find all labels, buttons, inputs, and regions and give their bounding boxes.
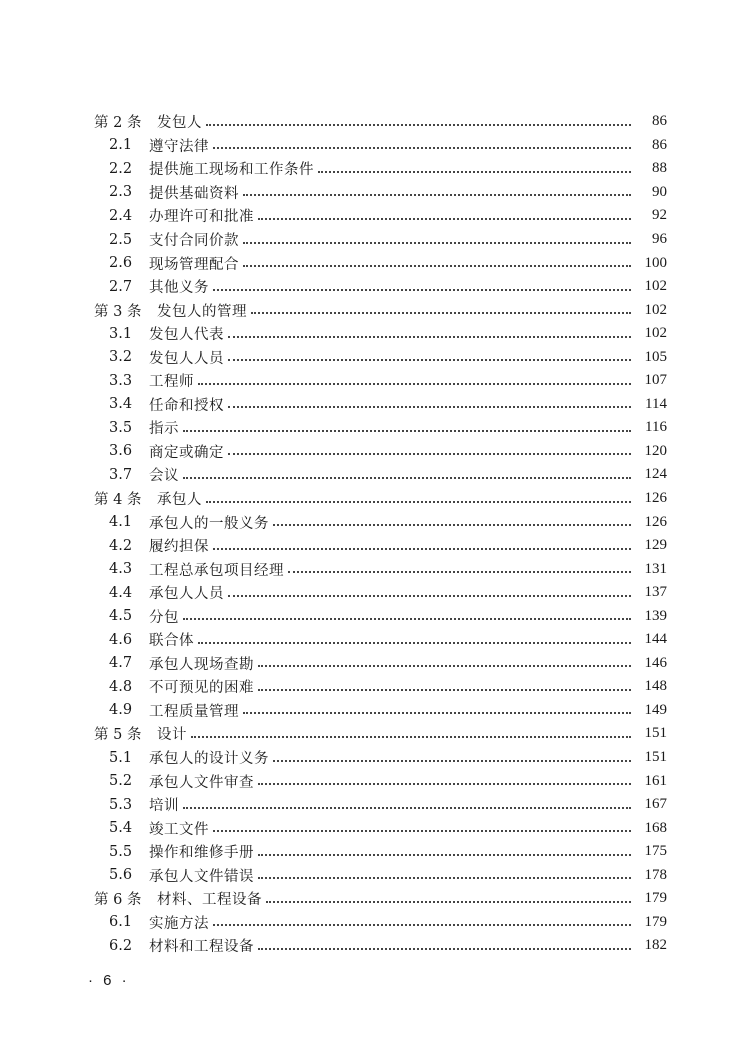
page-number-footer: · 6 · (88, 972, 130, 989)
entry-number: 4.7 (109, 655, 133, 672)
toc-section-entry (0, 864, 750, 888)
entry-title: 设计 (157, 727, 187, 744)
entry-number: 3.1 (109, 325, 133, 342)
dot-leader (258, 934, 631, 950)
entry-page-number: 144 (644, 631, 667, 648)
entry-page-number: 96 (652, 231, 667, 247)
dot-leader (228, 345, 631, 361)
entry-title: 承包人人员 (149, 586, 224, 603)
dot-leader (258, 769, 631, 785)
toc-section-entry (0, 604, 750, 628)
entry-page-number: 151 (644, 725, 667, 742)
entry-page-number: 126 (644, 490, 667, 507)
entry-title: 工程质量管理 (149, 703, 239, 720)
entry-number: 4.9 (109, 702, 133, 719)
entry-number: 2.1 (109, 137, 133, 154)
toc-chapter-entry (0, 298, 750, 322)
entry-number: 3.3 (109, 372, 133, 389)
entry-page-number: 146 (644, 654, 667, 671)
toc-section-entry (0, 181, 750, 205)
toc-section-entry (0, 204, 750, 228)
toc-section-entry (0, 322, 750, 346)
dot-leader (228, 322, 631, 338)
dot-leader (243, 228, 631, 244)
entry-title: 承包人的一般义务 (149, 515, 269, 532)
entry-number: 4.5 (109, 608, 133, 625)
dot-leader (243, 251, 631, 267)
entry-number: 5.3 (109, 796, 133, 813)
entry-page-number: 92 (652, 207, 667, 224)
toc-section-entry (0, 440, 750, 464)
entry-number: 3.6 (109, 443, 133, 460)
entry-number: 3.4 (109, 396, 133, 413)
dot-leader (183, 463, 631, 479)
dot-leader (183, 416, 631, 432)
entry-number: 3.2 (109, 349, 133, 366)
entry-title: 承包人 (157, 492, 202, 509)
toc-section-entry (0, 134, 750, 158)
entry-number: 5.6 (109, 867, 133, 884)
entry-page-number: 116 (645, 419, 667, 436)
entry-page-number: 178 (644, 866, 667, 883)
entry-title: 提供基础资料 (149, 185, 239, 202)
entry-page-number: 105 (644, 348, 667, 365)
entry-page-number: 139 (644, 607, 667, 624)
entry-number: 第 2 条 (94, 115, 142, 132)
toc-section-entry (0, 793, 750, 817)
dot-leader (183, 793, 631, 809)
entry-page-number: 124 (644, 466, 667, 483)
entry-title: 现场管理配合 (149, 256, 239, 273)
toc-section-entry (0, 275, 750, 299)
toc-section-entry (0, 393, 750, 417)
entry-title: 支付合同价款 (149, 233, 239, 249)
entry-title: 联合体 (149, 633, 194, 650)
entry-number: 6.2 (109, 937, 133, 954)
entry-title: 承包人文件错误 (149, 868, 254, 885)
entry-title: 发包人人员 (149, 350, 224, 367)
toc-section-entry (0, 746, 750, 770)
entry-title: 履约担保 (149, 539, 209, 556)
dot-leader (213, 910, 631, 926)
toc-section-entry (0, 228, 750, 252)
toc-section-entry (0, 699, 750, 723)
entry-title: 商定或确定 (149, 444, 224, 461)
dot-leader (228, 392, 631, 408)
entry-page-number: 131 (644, 560, 667, 577)
entry-title: 工程总承包项目经理 (149, 562, 284, 579)
toc-section-entry (0, 510, 750, 534)
entry-number: 4.8 (109, 678, 133, 695)
entry-title: 发包人代表 (149, 327, 224, 344)
entry-page-number: 148 (644, 678, 667, 695)
entry-number: 5.1 (109, 749, 133, 766)
toc-section-entry (0, 911, 750, 935)
dot-leader (266, 887, 631, 903)
toc-chapter-entry (0, 487, 750, 511)
entry-page-number: 126 (644, 513, 667, 530)
entry-title: 培训 (149, 798, 179, 815)
dot-leader (183, 604, 631, 620)
entry-title: 遵守法律 (149, 138, 209, 155)
entry-page-number: 161 (644, 772, 667, 789)
entry-number: 3.7 (109, 466, 133, 483)
toc-section-entry (0, 628, 750, 652)
entry-page-number: 179 (644, 913, 667, 930)
entry-title: 发包人的管理 (157, 303, 247, 320)
toc-section-entry (0, 251, 750, 275)
dot-leader (198, 369, 631, 385)
toc-section-entry (0, 557, 750, 581)
entry-number: 2.5 (109, 231, 133, 248)
dot-leader (206, 110, 631, 126)
dot-leader (213, 534, 631, 550)
entry-number: 4.2 (109, 537, 133, 554)
entry-page-number: 100 (644, 254, 667, 271)
entry-number: 第 6 条 (94, 892, 142, 909)
entry-page-number: 86 (652, 113, 667, 130)
dot-leader (213, 275, 631, 291)
entry-number: 第 4 条 (94, 492, 142, 509)
entry-number: 4.1 (109, 514, 133, 531)
entry-number: 3.5 (109, 419, 133, 436)
entry-number: 5.5 (109, 843, 133, 860)
dot-leader (273, 746, 631, 762)
toc-section-entry (0, 369, 750, 393)
entry-title: 工程师 (149, 374, 194, 391)
toc-section-entry (0, 652, 750, 676)
entry-number: 第 3 条 (94, 303, 142, 320)
entry-title: 指示 (149, 421, 179, 438)
dot-leader (191, 722, 631, 738)
entry-title: 发包人 (157, 115, 202, 132)
toc-section-entry (0, 675, 750, 699)
toc-section-entry (0, 934, 750, 958)
entry-page-number: 102 (644, 301, 667, 318)
entry-page-number: 137 (644, 584, 667, 601)
toc-section-entry (0, 157, 750, 181)
entry-number: 2.2 (109, 160, 133, 177)
dot-leader (258, 651, 631, 667)
toc-section-entry (0, 534, 750, 558)
dot-leader (258, 204, 631, 220)
entry-title: 提供施工现场和工作条件 (149, 162, 314, 179)
entry-page-number: 120 (644, 442, 667, 459)
dot-leader (258, 863, 631, 879)
dot-leader (213, 133, 631, 149)
entry-number: 2.3 (109, 184, 133, 201)
entry-page-number: 149 (644, 701, 667, 718)
entry-number: 5.2 (109, 773, 133, 790)
dot-leader (243, 180, 631, 196)
toc-section-entry (0, 816, 750, 840)
dot-leader (318, 157, 631, 173)
entry-number: 2.4 (109, 207, 133, 224)
entry-number: 2.7 (109, 278, 133, 295)
entry-page-number: 90 (652, 183, 667, 200)
dot-leader (228, 581, 631, 597)
toc-section-entry (0, 416, 750, 440)
dot-leader (258, 675, 631, 691)
dot-leader (213, 816, 631, 832)
entry-number: 4.3 (109, 561, 133, 578)
entry-title: 任命和授权 (149, 397, 224, 414)
entry-title: 实施方法 (149, 915, 209, 932)
entry-title: 办理许可和批准 (149, 209, 254, 226)
entry-page-number: 129 (644, 537, 667, 554)
entry-title: 竣工文件 (149, 821, 209, 838)
dot-leader (273, 510, 631, 526)
entry-title: 材料、工程设备 (157, 892, 262, 909)
entry-title: 操作和维修手册 (149, 845, 254, 862)
entry-number: 4.4 (109, 584, 133, 601)
toc-section-entry (0, 345, 750, 369)
toc-section-entry (0, 463, 750, 487)
toc-section-entry (0, 581, 750, 605)
entry-page-number: 167 (644, 796, 667, 813)
entry-page-number: 179 (644, 890, 667, 907)
entry-page-number: 107 (644, 372, 667, 389)
entry-title: 承包人文件审查 (149, 774, 254, 791)
entry-title: 承包人现场查勘 (149, 656, 254, 673)
toc-chapter-entry (0, 110, 750, 134)
dot-leader (243, 698, 631, 714)
dot-leader (228, 439, 631, 455)
entry-page-number: 175 (644, 843, 667, 860)
entry-title: 不可预见的困难 (149, 680, 254, 697)
entry-number: 4.6 (109, 631, 133, 648)
entry-title: 其他义务 (149, 280, 209, 297)
entry-page-number: 88 (652, 160, 667, 177)
toc-section-entry (0, 840, 750, 864)
entry-page-number: 102 (644, 278, 667, 295)
entry-page-number: 182 (644, 937, 667, 954)
entry-title: 分包 (149, 609, 179, 626)
entry-page-number: 86 (652, 136, 667, 153)
entry-page-number: 151 (644, 749, 667, 766)
entry-number: 5.4 (109, 820, 133, 837)
entry-title: 承包人的设计义务 (149, 751, 269, 768)
entry-page-number: 114 (645, 395, 667, 412)
toc-section-entry (0, 769, 750, 793)
entry-title: 会议 (149, 468, 179, 485)
entry-number: 6.1 (109, 914, 133, 931)
toc-chapter-entry (0, 722, 750, 746)
table-of-contents (0, 110, 750, 958)
dot-leader (258, 840, 631, 856)
entry-title: 材料和工程设备 (149, 939, 254, 956)
toc-chapter-entry (0, 887, 750, 911)
dot-leader (198, 628, 631, 644)
entry-number: 2.6 (109, 255, 133, 272)
entry-page-number: 168 (644, 819, 667, 836)
dot-leader (288, 557, 631, 573)
entry-number: 第 5 条 (94, 727, 142, 744)
dot-leader (251, 298, 631, 314)
dot-leader (206, 487, 631, 503)
entry-page-number: 102 (644, 325, 667, 342)
